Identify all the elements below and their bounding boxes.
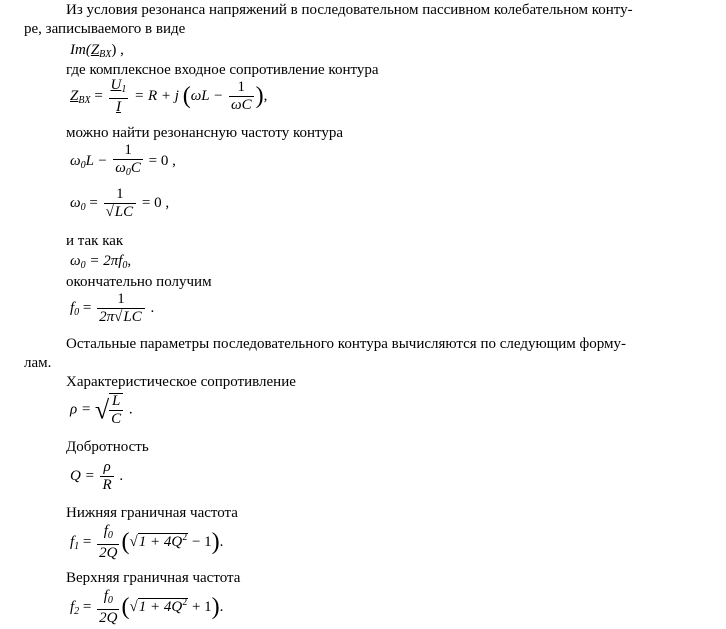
formula-2-frac-num: 1 bbox=[229, 80, 254, 97]
formula-2-fraction-1-wc bbox=[229, 80, 254, 113]
paragraph-5: окончательно получим bbox=[66, 274, 212, 290]
formula-f1: $f_1$ = $\frac{f_0}{2Q}$ $(√1 + 4Q^2 - 1)$. bbox=[70, 523, 224, 561]
formula-9-rparen: ) bbox=[211, 529, 220, 555]
formula-f0 bbox=[70, 292, 154, 325]
formula-2-rparen: ) bbox=[255, 83, 264, 109]
formula-10-rad: 1 + 4Q bbox=[138, 598, 183, 615]
formula-6-sub: 0 bbox=[74, 306, 80, 318]
formula-rho: ρ = √ $\frac{L}{C}$ . bbox=[70, 393, 133, 427]
formula-4-end: = 0 , bbox=[141, 194, 170, 211]
formula-7-fraction bbox=[109, 393, 123, 427]
formula-8-num: ρ bbox=[100, 460, 113, 477]
paragraph-2: где комплексное входное сопротивление контура bbox=[66, 62, 379, 78]
formula-4-eq: = bbox=[89, 194, 98, 211]
formula-2-sub: BX bbox=[78, 94, 91, 106]
formula-2-frac-den: ωC bbox=[231, 97, 252, 113]
formula-3-den-sub: 0 bbox=[125, 167, 131, 178]
formula-10-num: f bbox=[103, 588, 108, 604]
formula-10-pow: 2 bbox=[182, 596, 188, 608]
formula-9-den: 2Q bbox=[99, 545, 118, 561]
paragraph-6-line-2: лам. bbox=[24, 355, 52, 371]
formula-8-left: Q = bbox=[70, 467, 95, 484]
formula-4-w: ω bbox=[70, 194, 81, 211]
formula-9-rad: 1 + 4Q bbox=[138, 533, 183, 550]
formula-3-w: ω bbox=[70, 152, 81, 169]
formula-f2: $f_2$ = $\frac{f_0}{2Q}$ $(√1 + 4Q^2 + 1)$. bbox=[70, 588, 224, 626]
formula-7-left: ρ = bbox=[70, 401, 92, 418]
formula-9-num: f bbox=[103, 523, 108, 539]
formula-5-sub: 0 bbox=[80, 260, 86, 271]
formula-q bbox=[70, 460, 123, 493]
formula-5-w: ω bbox=[70, 253, 81, 269]
formula-8-end: . bbox=[119, 467, 124, 484]
formula-5-sub2: 0 bbox=[122, 260, 128, 271]
formula-3-fraction bbox=[113, 143, 143, 180]
formula-10-sub: 2 bbox=[74, 605, 80, 617]
formula-7-den: C bbox=[111, 411, 122, 427]
formula-2-lparen: ( bbox=[182, 83, 191, 109]
heading-lower-cutoff: Нижняя граничная частота bbox=[66, 505, 238, 521]
formula-9-lparen: ( bbox=[121, 529, 130, 555]
formula-3-end: = 0 , bbox=[148, 152, 176, 169]
formula-8-den: R bbox=[102, 477, 112, 493]
formula-6-fraction: $\frac{1}{2\pi√LC}$ bbox=[97, 292, 145, 325]
paragraph-3: можно найти резонансную частоту контура bbox=[66, 125, 344, 141]
formula-2-mid: = R + j bbox=[134, 87, 179, 104]
formula-10-num-sub: 0 bbox=[107, 595, 113, 606]
formula-3-den-c: C bbox=[130, 160, 141, 176]
formula-9-tail: − 1 bbox=[191, 533, 212, 550]
formula-6-num: 1 bbox=[97, 292, 145, 309]
formula-2-num: U bbox=[110, 77, 122, 93]
formula-2-den: I bbox=[115, 99, 121, 115]
formula-9-end: . bbox=[219, 533, 224, 550]
paragraph-4: и так как bbox=[66, 233, 124, 249]
formula-4-den: LC bbox=[114, 204, 134, 220]
formula-10-end: . bbox=[219, 598, 224, 615]
formula-3-l: L − bbox=[85, 152, 108, 169]
formula-5-end: , bbox=[127, 253, 132, 269]
formula-5-eq: = 2πf bbox=[89, 253, 123, 269]
formula-1-sub: BX bbox=[99, 49, 112, 60]
formula-9-eq: = bbox=[82, 533, 92, 550]
formula-1-im: Im( bbox=[70, 42, 91, 58]
formula-6-rad: LC bbox=[123, 309, 142, 325]
formula-7-num: L bbox=[109, 394, 123, 411]
formula-3-sub: 0 bbox=[80, 159, 86, 171]
formula-6-end: . bbox=[150, 299, 155, 316]
formula-1-close: ) , bbox=[111, 42, 124, 58]
heading-characteristic-impedance: Характеристическое сопротивление bbox=[66, 374, 296, 390]
formula-2-z: Z bbox=[70, 87, 79, 104]
formula-10-eq: = bbox=[82, 598, 92, 615]
formula-im-zbx bbox=[70, 42, 124, 63]
formula-9-sub: 1 bbox=[74, 540, 80, 552]
formula-8-fraction bbox=[100, 460, 113, 493]
formula-10-tail: + 1 bbox=[191, 598, 212, 615]
formula-6-eq: = bbox=[82, 299, 92, 316]
formula-10-lparen: ( bbox=[121, 594, 130, 620]
heading-quality-factor: Добротность bbox=[66, 439, 149, 455]
paragraph-1-line-2: ре, записываемого в виде bbox=[24, 21, 186, 37]
formula-10-rparen: ) bbox=[211, 594, 220, 620]
formula-resonance-condition bbox=[70, 143, 176, 180]
formula-1-z: Z bbox=[90, 42, 100, 58]
paragraph-6-line-1: Остальные параметры последовательного контура вычисляются по следующим форму- bbox=[66, 336, 626, 352]
formula-4-sub: 0 bbox=[80, 201, 86, 213]
paragraph-1-line-1: Из условия резонанса напряжений в последовательном пассивном колебательном конту- bbox=[66, 2, 633, 18]
formula-6-f: f bbox=[70, 299, 75, 316]
formula-4-fraction: $\frac{1}{√LC}$ bbox=[104, 187, 137, 220]
heading-upper-cutoff: Верхняя граничная частота bbox=[66, 570, 241, 586]
formula-2-fraction-u-i bbox=[109, 78, 129, 115]
formula-10-fraction bbox=[97, 589, 119, 626]
formula-4-num: 1 bbox=[104, 187, 137, 204]
formula-2-eq: = bbox=[94, 87, 103, 104]
formula-9-fraction bbox=[97, 524, 119, 561]
formula-2-end: , bbox=[263, 87, 268, 104]
formula-resonance-frequency bbox=[70, 187, 169, 220]
formula-2-num-sub: 1 bbox=[121, 84, 127, 95]
formula-10-f: f bbox=[70, 598, 75, 615]
formula-9-num-sub: 0 bbox=[107, 530, 113, 541]
formula-10-den: 2Q bbox=[99, 610, 118, 626]
formula-6-den: 2π bbox=[99, 309, 115, 325]
formula-2-wl: ωL − bbox=[190, 87, 224, 104]
formula-omega-f bbox=[70, 253, 131, 274]
formula-7-end: . bbox=[128, 401, 133, 418]
formula-3-den-w: ω bbox=[115, 160, 126, 176]
formula-9-f: f bbox=[70, 533, 75, 550]
formula-impedance bbox=[70, 78, 267, 115]
formula-9-pow: 2 bbox=[182, 531, 188, 543]
formula-3-num: 1 bbox=[113, 143, 143, 160]
